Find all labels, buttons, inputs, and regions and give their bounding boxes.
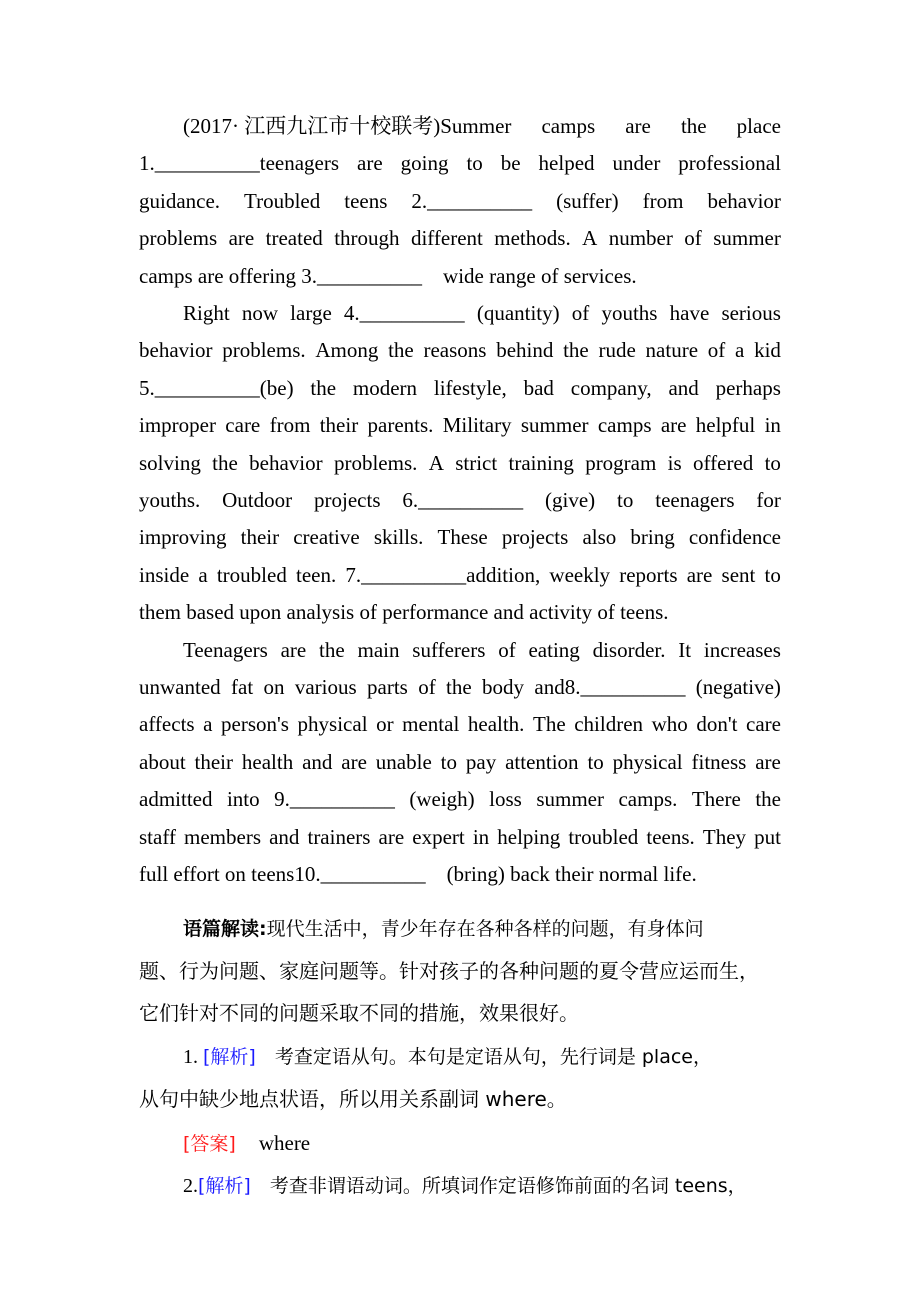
word: behind xyxy=(496,338,554,363)
word: (suffer) xyxy=(556,188,619,213)
word: unable xyxy=(375,749,432,774)
word: are xyxy=(686,562,713,587)
word: and xyxy=(302,749,333,774)
word: bring xyxy=(630,525,675,550)
word: to xyxy=(617,488,634,512)
answer-1-jiexi: 1. [解析] 考查定语从句。本句是定语从句，先行词是 place， xyxy=(183,1046,712,1068)
word: troubled xyxy=(216,562,287,587)
passage-line xyxy=(139,744,781,781)
word: are xyxy=(341,749,367,774)
word: rude xyxy=(598,338,636,363)
word: attention xyxy=(505,749,579,774)
word: improper xyxy=(139,413,216,438)
word: put xyxy=(754,824,781,849)
word: or xyxy=(376,712,394,737)
analysis-line-1: 语篇解读:现代生活中，青少年存在各种各样的问题，有身体问 xyxy=(183,918,704,940)
word: bad xyxy=(523,375,554,400)
word: guidance. xyxy=(139,188,221,213)
word: pay xyxy=(465,749,497,774)
word: mental xyxy=(402,712,460,737)
word: summer xyxy=(520,413,589,438)
word: troubled xyxy=(568,824,639,849)
word: The xyxy=(533,712,566,737)
word: reasons xyxy=(423,338,487,363)
word: their xyxy=(319,413,359,438)
blank-field: 6.__________ xyxy=(402,488,524,512)
word: are xyxy=(280,637,307,662)
passage-line xyxy=(139,295,781,332)
blank-field: 4.__________ xyxy=(343,301,465,325)
word: members xyxy=(184,824,261,849)
word: a xyxy=(198,562,208,587)
word: Teenagers xyxy=(183,637,268,662)
blank-field: 7.__________addition, xyxy=(345,562,541,587)
word: strict xyxy=(455,450,498,475)
word: Among xyxy=(315,338,379,363)
word: parts xyxy=(367,675,408,699)
word: company, xyxy=(570,375,652,400)
passage-line xyxy=(139,519,781,556)
word: large xyxy=(290,301,332,325)
word: their xyxy=(240,525,280,550)
word: of xyxy=(707,338,726,363)
word: Troubled xyxy=(244,188,321,213)
answer-1-daan xyxy=(139,1122,781,1164)
word: through xyxy=(334,226,400,251)
word: about xyxy=(139,749,186,774)
passage-line xyxy=(139,258,781,295)
analysis-label: 语篇解读: xyxy=(183,918,267,940)
word: helpful xyxy=(695,413,756,438)
blank-field: and8.__________ xyxy=(534,675,686,699)
word: are xyxy=(660,413,687,438)
word: care xyxy=(225,413,261,438)
word: disorder. xyxy=(592,637,666,662)
word: youths. xyxy=(139,488,201,512)
word: helping xyxy=(497,824,561,849)
passage-line xyxy=(139,220,781,257)
word: (negative) xyxy=(695,675,781,699)
blank-field: camps are offering 3.__________ wide range of services. xyxy=(139,263,637,288)
word: to xyxy=(764,562,781,587)
word: loss xyxy=(489,787,522,812)
word: creative xyxy=(293,525,360,550)
word: from xyxy=(642,188,684,213)
word: have xyxy=(669,301,710,325)
word: increases xyxy=(703,637,781,662)
word: expert xyxy=(412,824,465,849)
word: are xyxy=(228,226,255,251)
word: place xyxy=(736,114,781,138)
word: eating xyxy=(528,637,580,662)
word: to xyxy=(440,749,457,774)
word: Outdoor xyxy=(222,488,293,512)
word: now xyxy=(241,301,279,325)
word: reports xyxy=(619,562,678,587)
word: the xyxy=(388,338,414,363)
word: Military xyxy=(442,413,512,438)
word: confidence xyxy=(688,525,781,550)
answer-1-jiexi-cont: 从句中缺少地点状语，所以用关系副词 where。 xyxy=(139,1087,567,1111)
word: modern xyxy=(352,375,418,400)
passage-line xyxy=(139,145,781,182)
passage-line xyxy=(139,819,781,856)
word: professional xyxy=(678,151,781,176)
word: methods. xyxy=(494,226,571,251)
word: skills. xyxy=(373,525,424,550)
passage-line xyxy=(139,632,781,669)
word: the xyxy=(563,338,589,363)
word: physical xyxy=(297,712,368,737)
word: different xyxy=(410,226,483,251)
word: are xyxy=(625,114,651,138)
word: It xyxy=(678,637,692,662)
passage-line xyxy=(139,557,781,594)
word: care xyxy=(746,712,781,737)
word: to xyxy=(764,450,781,475)
word: (weigh) xyxy=(409,787,475,812)
word: a xyxy=(735,338,745,363)
word: are xyxy=(755,749,781,774)
word: on xyxy=(263,675,285,699)
passage-line xyxy=(139,706,781,743)
word: various xyxy=(294,675,357,699)
word: sufferers xyxy=(412,637,486,662)
word: health. xyxy=(467,712,525,737)
word: to xyxy=(587,749,604,774)
word: teen. xyxy=(296,562,337,587)
word: into xyxy=(226,787,260,812)
word: projects xyxy=(314,488,381,512)
word: person's xyxy=(221,712,289,737)
word: program xyxy=(585,450,657,475)
word: (quantity) xyxy=(476,301,560,325)
answer-2-jiexi: 2.[解析] 考查非谓语动词。所填词作定语修饰前面的名词 teens， xyxy=(183,1175,747,1197)
word: the xyxy=(212,450,238,475)
word: who xyxy=(651,712,688,737)
word: fat xyxy=(231,675,254,699)
word: unwanted xyxy=(139,675,221,699)
word: be xyxy=(500,151,521,176)
word: of xyxy=(418,675,436,699)
passage-line xyxy=(139,482,781,519)
word: number xyxy=(608,226,673,251)
word: treated xyxy=(265,226,323,251)
word: and xyxy=(668,375,699,400)
word: also xyxy=(582,525,617,550)
word: from xyxy=(269,413,311,438)
word: in xyxy=(764,413,781,438)
word: don't xyxy=(696,712,738,737)
word: going xyxy=(400,151,449,176)
word: of xyxy=(571,301,590,325)
blank-field: 9.__________ xyxy=(274,787,395,812)
word: their xyxy=(194,749,234,774)
blank-field: full effort on teens10.__________ (bring) back their normal life. xyxy=(139,862,697,886)
word: behavior xyxy=(707,188,781,213)
word: solving xyxy=(139,450,201,475)
word: main xyxy=(357,637,400,662)
word: the xyxy=(319,637,345,662)
word: kid xyxy=(754,338,781,363)
daan-label: [答案] xyxy=(183,1133,236,1155)
blank-field: 2.__________ xyxy=(411,188,533,213)
word: youths xyxy=(601,301,658,325)
word: body xyxy=(482,675,525,699)
word: admitted xyxy=(139,787,213,812)
passage-line xyxy=(139,108,781,145)
passage-line xyxy=(139,856,781,893)
word: summer xyxy=(536,787,604,812)
word: teens. xyxy=(646,824,695,849)
word: in xyxy=(472,824,490,849)
word: physical xyxy=(612,749,683,774)
word: teens xyxy=(344,188,388,213)
word: teenagers xyxy=(655,488,735,512)
word: for xyxy=(756,488,781,512)
word: are xyxy=(378,824,405,849)
word: They xyxy=(702,824,747,849)
word: to xyxy=(466,151,483,176)
word: and xyxy=(269,824,300,849)
word: serious xyxy=(721,301,781,325)
passage-line xyxy=(139,669,781,706)
word: children xyxy=(574,712,644,737)
analysis-line-3: 它们针对不同的问题采取不同的措施，效果很好。 xyxy=(139,1001,579,1025)
word: perhaps xyxy=(715,375,781,400)
word: helped xyxy=(538,151,595,176)
jiexi-label: [解析] xyxy=(198,1175,251,1197)
passage-line xyxy=(139,445,781,482)
word: nature xyxy=(645,338,699,363)
answer-value: where xyxy=(258,1131,311,1155)
word: staff xyxy=(139,824,176,849)
word: training xyxy=(508,450,574,475)
blank-field: 5.__________(be) xyxy=(139,375,294,400)
word: (2017· 江西九江市十校联考)Summer xyxy=(183,114,512,138)
word: camps xyxy=(541,114,596,138)
word: weekly xyxy=(549,562,611,587)
word: the xyxy=(310,375,337,400)
word: camps xyxy=(597,413,652,438)
word: behavior xyxy=(249,450,323,475)
word: is xyxy=(667,450,682,475)
passage-line xyxy=(139,594,781,631)
word: improving xyxy=(139,525,227,550)
word: of xyxy=(498,637,516,662)
word: the xyxy=(680,114,707,138)
word: There xyxy=(691,787,741,812)
word: them based upon analysis of performance and activity of teens. xyxy=(139,600,669,625)
passage-line xyxy=(139,183,781,220)
word: of xyxy=(684,226,702,251)
passage-line xyxy=(139,370,781,407)
word: offered xyxy=(693,450,754,475)
word: A xyxy=(428,450,444,475)
word: affects xyxy=(139,712,195,737)
word: camps. xyxy=(618,787,678,812)
passage-line xyxy=(139,332,781,369)
jiexi-label: [解析] xyxy=(203,1046,256,1068)
word: Right xyxy=(183,301,230,325)
word: under xyxy=(612,151,661,176)
passage-line xyxy=(139,781,781,818)
passage-line xyxy=(139,407,781,444)
word: (give) xyxy=(545,488,596,512)
word: problems. xyxy=(222,338,306,363)
word: the xyxy=(755,787,781,812)
word: These xyxy=(437,525,488,550)
word: a xyxy=(203,712,213,737)
blank-field: 1.__________teenagers xyxy=(139,151,340,176)
word: sent xyxy=(721,562,756,587)
word: parents. xyxy=(367,413,434,438)
word: A xyxy=(582,226,598,251)
word: summer xyxy=(713,226,781,251)
word: behavior xyxy=(139,338,213,363)
word: problems. xyxy=(333,450,418,475)
word: health xyxy=(241,749,294,774)
word: inside xyxy=(139,562,190,587)
word: problems xyxy=(139,226,218,251)
word: are xyxy=(357,151,383,176)
word: projects xyxy=(501,525,569,550)
word: lifestyle, xyxy=(433,375,507,400)
analysis-line-2: 题、行为问题、家庭问题等。针对孩子的各种问题的夏令营应运而生， xyxy=(139,959,759,983)
word: the xyxy=(446,675,472,699)
word: trainers xyxy=(307,824,371,849)
word: fitness xyxy=(691,749,747,774)
